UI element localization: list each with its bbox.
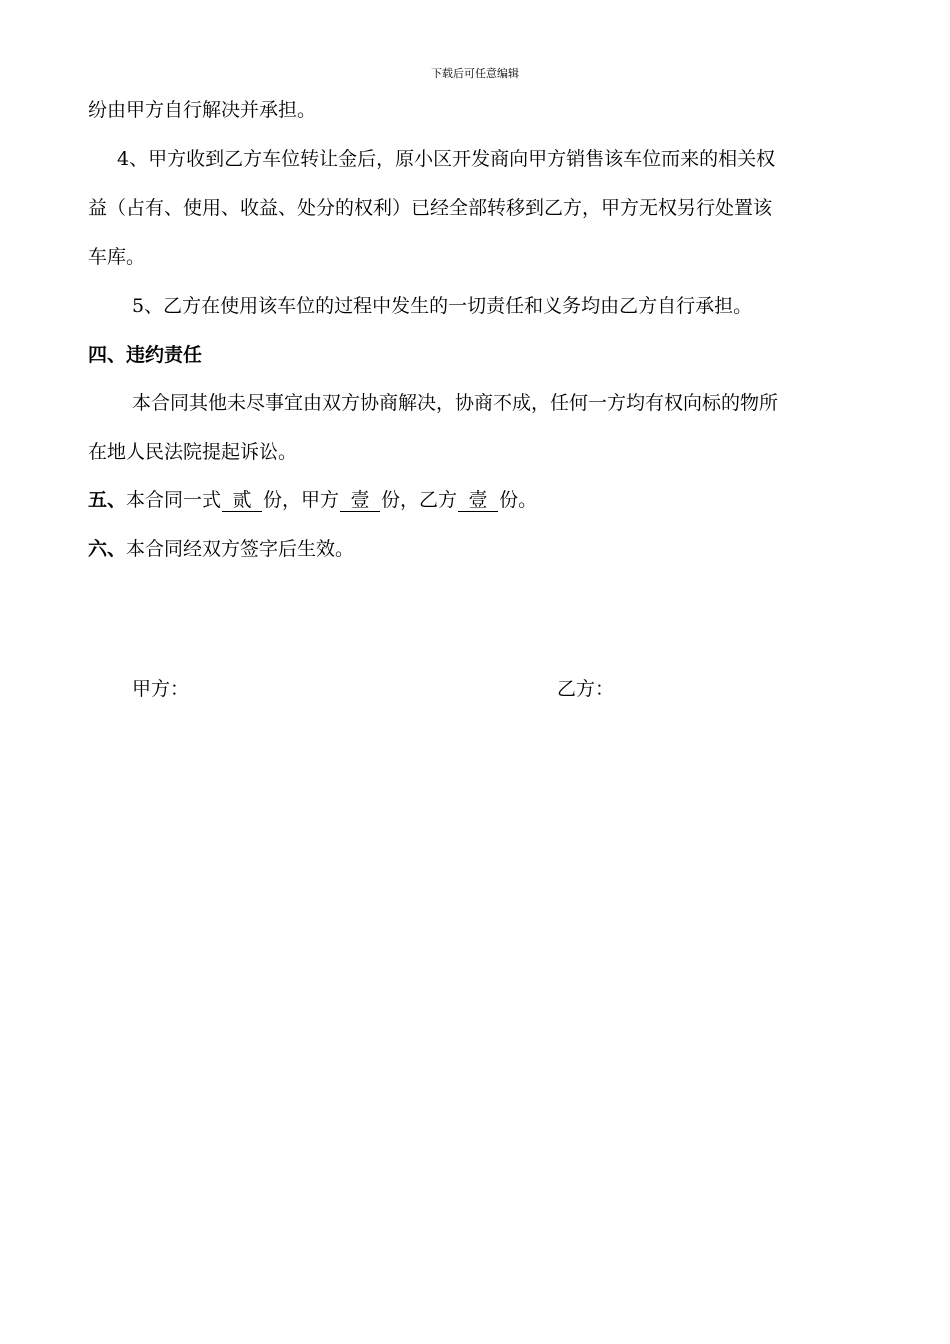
section-5-text-4: 份。 [499,489,538,511]
party-a-signature-label: 甲方： [132,678,190,700]
clause-5: 5、乙方在使用该车位的过程中发生的一切责任和义务均由乙方自行承担。 [132,295,753,317]
section-5-number: 五、 [88,489,127,511]
paragraph-continuation: 纷由甲方自行解决并承担。 [88,99,317,121]
clause-4-line-2: 益（占有、使用、收益、处分的权利）已经全部转移到乙方，甲方无权另行处置该 [88,197,773,219]
section-6-text: 本合同经双方签字后生效。 [126,538,355,560]
section-5-text-3: 份，乙方 [381,489,458,511]
section-4-heading: 四、违约责任 [88,344,203,366]
copies-party-b-field: 壹 [458,489,498,512]
clause-4-line-3: 车库。 [88,246,146,268]
section-5-copies [88,487,537,513]
section-5-text-2: 份，甲方 [263,489,340,511]
copies-party-a-field: 壹 [340,489,380,512]
section-6 [88,536,354,562]
header-note: 下载后可任意编辑 [431,67,519,80]
section-6-number: 六、 [88,538,127,560]
clause-4-text-1: 4、甲方收到乙方车位转让金后，原小区开发商向甲方销售该车位而来的相关权 [117,148,776,170]
party-b-signature-label: 乙方： [557,678,615,700]
copies-total-field: 贰 [222,489,262,512]
clause-4-line-1 [117,146,892,172]
section-4-line-2: 在地人民法院提起诉讼。 [88,441,298,463]
section-5-text-1: 本合同一式 [126,489,222,511]
section-4-line-1: 本合同其他未尽事宜由双方协商解决，协商不成，任何一方均有权向标的物所 [132,392,779,414]
